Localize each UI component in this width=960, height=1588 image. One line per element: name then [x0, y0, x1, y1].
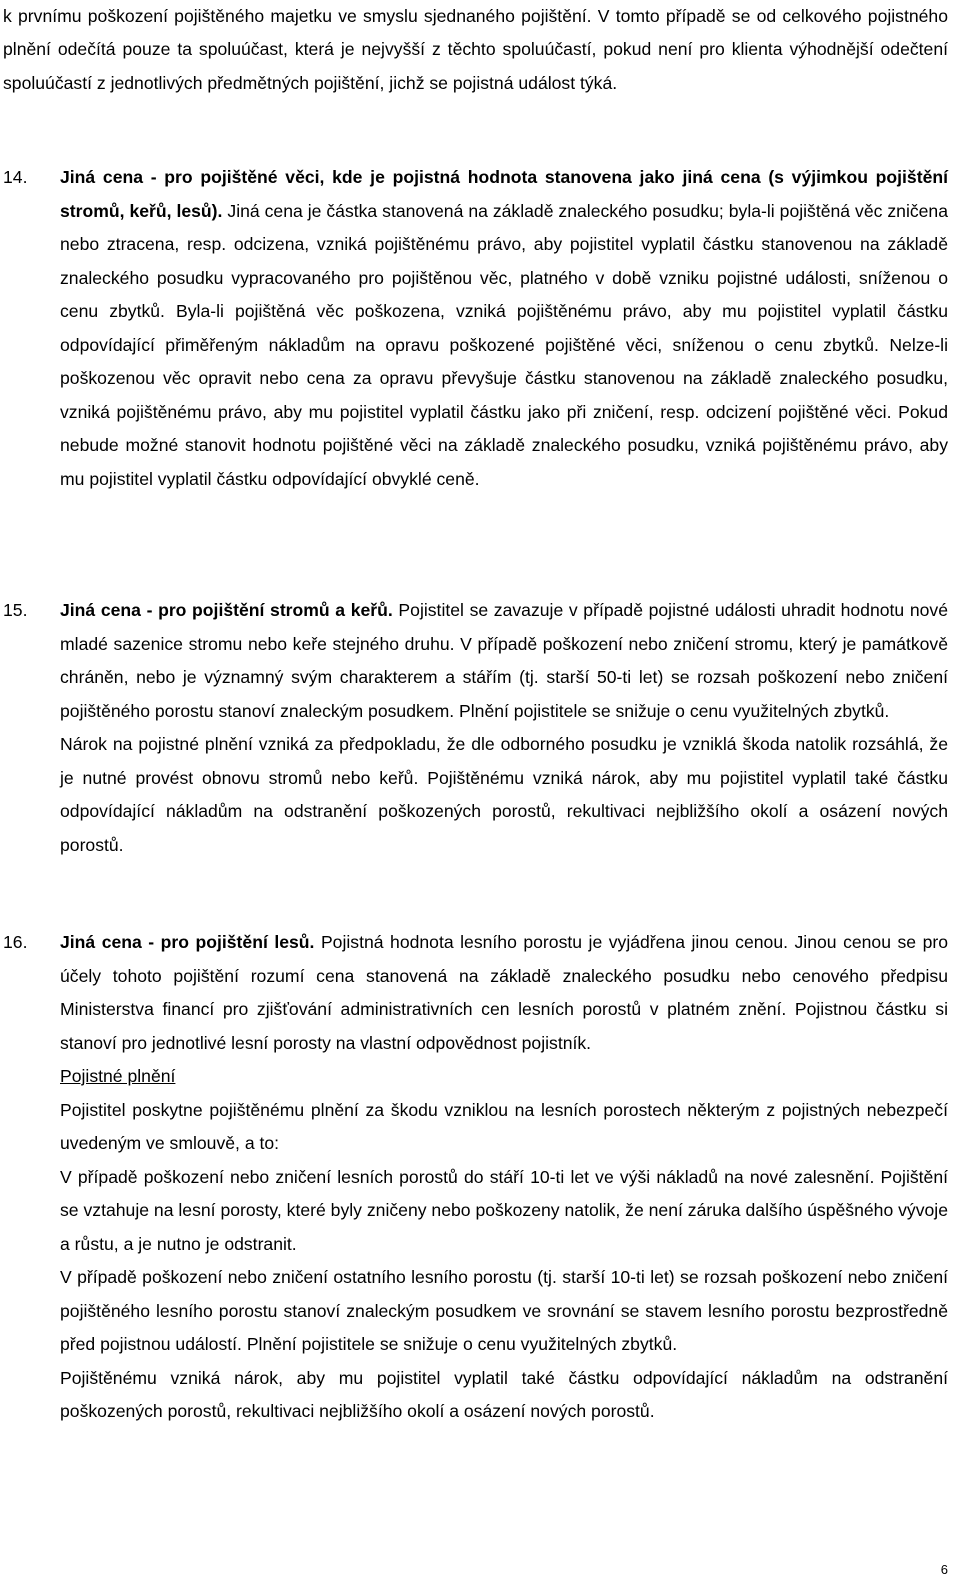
- clause-14: [3, 161, 949, 496]
- clause-title: Jiná cena - pro pojištění stromů a keřů.: [60, 600, 393, 620]
- clause-title: Jiná cena - pro pojištění lesů.: [60, 932, 315, 952]
- clause-paragraph: Pojistitel poskytne pojištěnému plnění za škodu vzniklou na lesních porostech některým z pojistných nebezpečí uvedeným ve smlouvě, a to:: [60, 1099, 948, 1153]
- subheading: Pojistné plnění: [60, 1066, 176, 1086]
- clause-number: 16.: [3, 932, 28, 952]
- clause-16: [3, 926, 949, 1429]
- clause-paragraph: Nárok na pojistné plnění vzniká za předpokladu, že dle odborného posudku je vzniklá škoda natolik rozsáhlá, že je nutné provést obnovu stromů nebo keřů. Pojištěnému vzniká nárok, aby mu pojistitel vyplatil také částku odpovídající nákladům na odstranění poškozených porostů, rekultivaci nejbližšího okolí a osázení nových porostů.: [60, 734, 948, 855]
- page-number: 6: [940, 1562, 948, 1577]
- clause-text: Pojistitel se zavazuje v případě pojistné události uhradit hodnotu nové mladé sazenice stromu nebo keře stejného druhu. V případě poškození nebo zničení stromu, který je památkově chráněn, nebo je významný svým charakterem a stářím (tj. starší 50-ti let) se rozsah poškození nebo zničení pojištěného porostu stanoví znaleckým posudkem. Plnění pojistitele se snižuje o cenu využitelných zbytků.: [60, 600, 948, 721]
- clause-body: [60, 594, 948, 728]
- clause-number: 15.: [3, 600, 28, 620]
- clause-paragraph: V případě poškození nebo zničení lesních porostů do stáří 10-ti let ve výši nákladů na nové zalesnění. Pojištění se vztahuje na lesní porosty, které byly zničeny nebo poškozeny natolik, že není záruka dalšího úspěšného vývoje a růstu, a je nutno je odstranit.: [60, 1166, 948, 1254]
- clause-paragraph: V případě poškození nebo zničení ostatního lesního porostu (tj. starší 10-ti let) se rozsah poškození nebo zničení pojištěného lesního porostu stanoví znaleckým posudkem ve srovnání se stavem lesního porostu bezprostředně před pojistnou událostí. Plnění pojistitele se snižuje o cenu využitelných zbytků.: [60, 1267, 948, 1354]
- clause-title: Jiná cena - pro pojištěné věci, kde je pojistná hodnota stanovena jako jiná cena (s výjimkou pojištění stromů, keřů, lesů).: [60, 167, 948, 221]
- clause-paragraph: Pojištěnému vzniká nárok, aby mu pojistitel vyplatil také částku odpovídající nákladům na odstranění poškozených porostů, rekultivaci nejbližšího okolí a osázení nových porostů.: [60, 1367, 948, 1421]
- clause-15: [3, 594, 948, 862]
- clause-number: 14.: [3, 167, 28, 187]
- clause-body: [60, 926, 948, 1060]
- clause-text: Jiná cena je částka stanovená na základě znaleckého posudku; byla-li pojištěná věc zničena nebo ztracena, resp. odcizena, vzniká pojištěnému právo, aby pojistitel vyplatil částku stanovenou na základě znaleckého posudku vypracovaného pro pojištěnou věc, platného v době vzniku pojistné události, sníženou o cenu zbytků. Byla-li pojištěná věc poškozena, vzniká pojištěnému právo, aby mu pojistitel vyplatil částku odpovídající přiměřeným nákladům na opravu poškozené pojištěné věci, sníženou o cenu zbytků. Nelze-li poškozenou věc opravit nebo cena za opravu převyšuje částku stanovenou na základě znaleckého posudku, vzniká pojištěnému právo, aby mu pojistitel vyplatil částku jako při zničení, resp. odcizení pojištěné věci. Pokud nebude možné stanovit hodnotu pojištěné věci na základě znaleckého posudku, vzniká pojištěnému právo, aby mu pojistitel vyplatil částku odpovídající obvyklé ceně.: [60, 200, 949, 489]
- intro-paragraph: k prvnímu poškození pojištěného majetku ve smyslu sjednaného pojištění. V tomto případě se od celkového pojistného plnění odečítá pouze ta spoluúčast, která je nejvyšší z těchto spoluúčastí, pokud není pro klienta výhodnější odečtení spoluúčastí z jednotlivých předmětných pojištění, jichž se pojistná událost týká.: [3, 5, 948, 93]
- clause-body: [60, 161, 948, 496]
- clause-text: Pojistná hodnota lesního porostu je vyjádřena jinou cenou. Jinou cenou se pro účely tohoto pojištění rozumí cena stanovená na základě znaleckého posudku nebo cenového předpisu Ministerstva financí pro zjišťování administrativních cen lesních porostů v platném znění. Pojistnou částku si stanoví pro jednotlivé lesní porosty na vlastní odpovědnost pojistník.: [60, 932, 949, 1053]
